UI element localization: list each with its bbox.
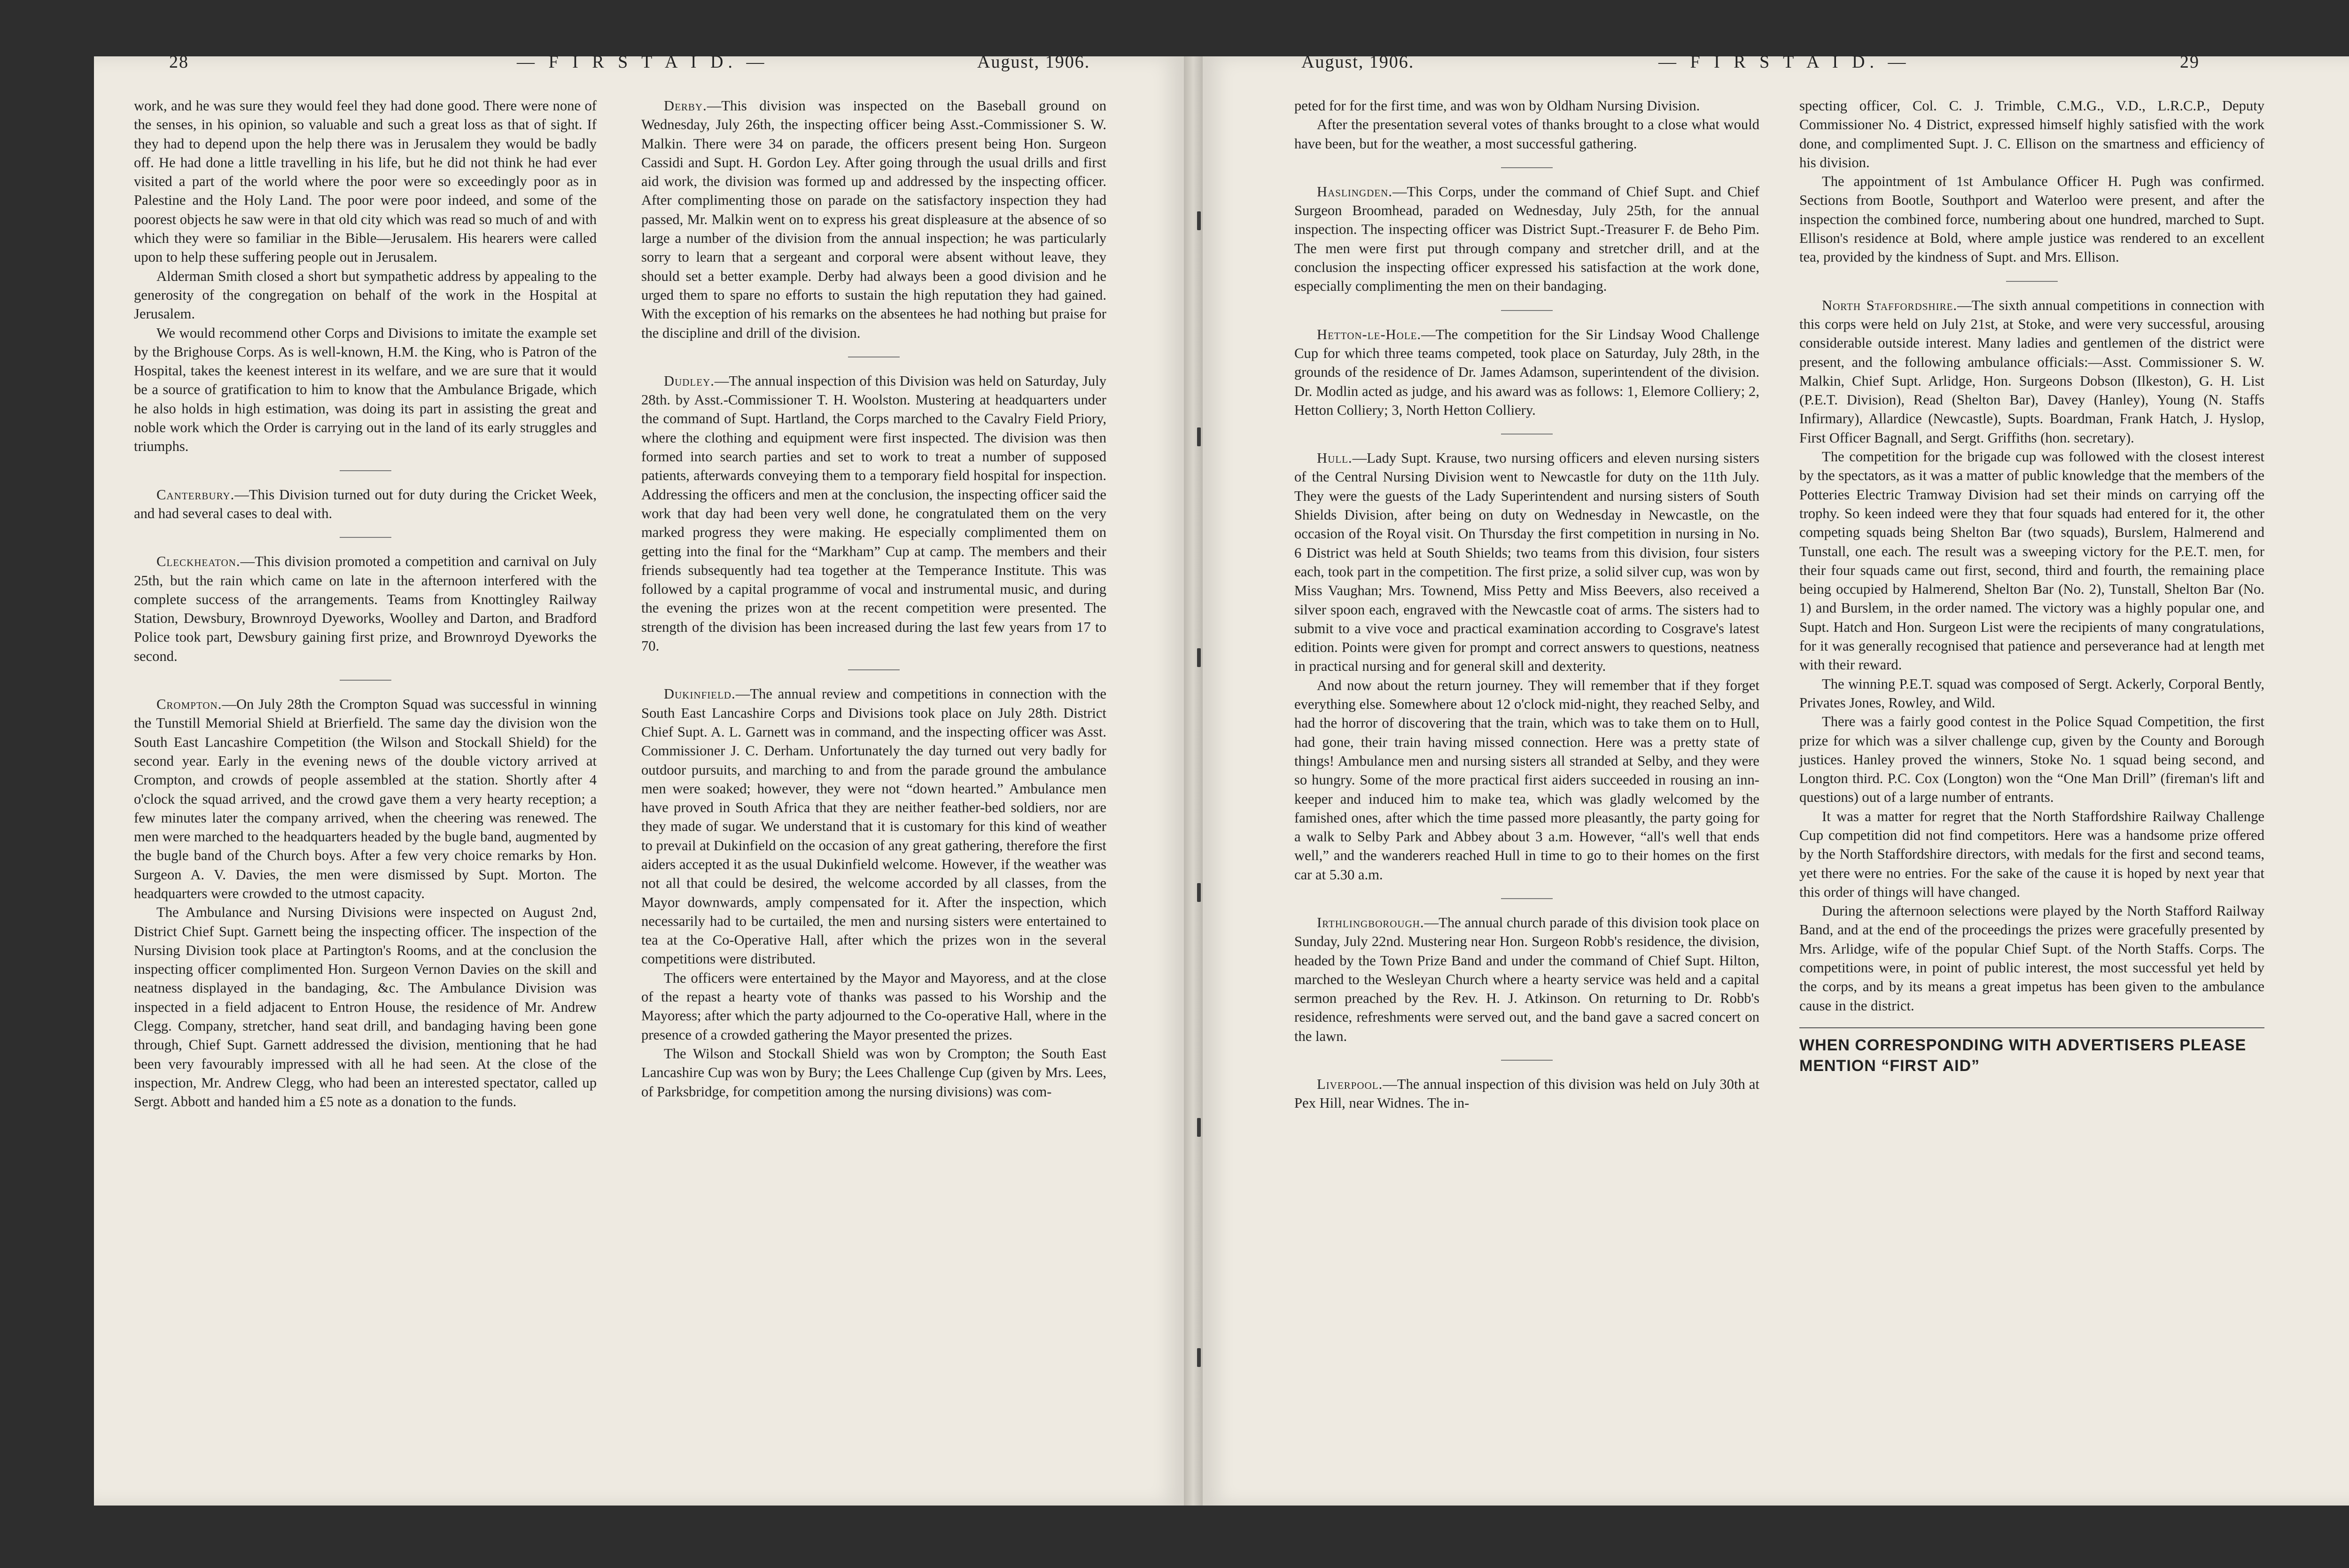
paragraph-text: —This division was inspected on the Baseball ground on Wednesday, July 26th, the inspecting officer being Asst.-Commissioner S. W. Malkin. There were 34 on parade, the officers present being Hon. Surgeon Cassidi and Supt. H. Gordon Ley. After going through the usual drills and first aid work, the division was formed up and addressed by the inspecting officer. After complimenting those on parade on the satisfactory inspection they had passed, Mr. Malkin went on to express his great displeasure at the absence of so large a number of the division from the annual inspection; he was particularly sorry to learn that a sergeant and corporal were absent without leave, they should set a better example. Derby had always been a good division and he urged them to spare no efforts to sustain the high reputation they had gained. With the exception of his remarks on the absentees he had nothing but praise for the discipline and drill of the division. — [641, 98, 1106, 341]
section-divider — [1501, 1060, 1553, 1061]
paragraph-text: —The annual church parade of this division took place on Sunday, July 22nd. Mustering near Hon. Surgeon Robb's residence, the division, headed by the Town Prize Band and under the command of Chief Supt. Hilton, marched to the Wesleyan Church where a hearty service was held and a capital sermon preached by the Rev. H. J. Atkinson. On returning to Dr. Robb's residence, refreshments were served out, and the band gave a sacred concert on the lawn. — [1294, 914, 1759, 1044]
paragraph-text: —The annual review and competitions in connection with the South East Lancashire Corps and Divisions took place on July 28th. District Chief Supt. A. L. Garnett was in command, and the inspecting officer was Asst. Commissioner J. C. Derham. Unfortunately the day turned out very badly for outdoor pursuits, and marching to and from the parade ground the ambulance men were soaked; however, they were not “down hearted.” Ambulance men have proved in South Africa that they are neither feather-bed soldiers, nor are they made of sugar. We understand that it is customary for this kind of weather to prevail at Dukinfield on the occasion of any great gathering, therefore the first aiders accepted it as the usual Dukinfield welcome. However, if the weather was not all that could be desired, the welcome accorded by all classes, from the Mayor downwards, amply compensated for it. After the inspection, which necessarily had to be curtailed, the men and nursing sisters were entertained to tea at the Co-Operative Hall, after which the prizes won in the several competitions were distributed. — [641, 686, 1106, 967]
paragraph-text: —The sixth annual competitions in connection with this corps were held on July 21st, at Stoke, and were very successful, arousing considerable outside interest. Many ladies and gentlemen of the district were present, and the following ambulance officials:—Asst. Commissioner S. W. Malkin, Chief Supt. Arlidge, Hon. Surgeons Dobson (Ilkeston), G. H. List (P.E.T. Division), Read (Shelton Bar), Davey (Hanley), Young (N. Staffs Infirmary), Allardice (Newcastle), Supts. Boardman, Frank Hatch, J. Hyslop, First Officer Bagnall, and Sergt. Griffiths (hon. secretary). — [1799, 297, 2264, 446]
article-paragraph — [1799, 296, 2264, 447]
paragraph-text: During the afternoon selections were played by the North Stafford Railway Band, and at the end of the proceedings the prizes were gracefully presented by Mrs. Arlidge, wife of the popular Chief Supt. of the North Staffs. Corps. The competitions were, in point of public interest, the most successful yet held by the corps, and by its means a great impetus has been given to the ambulance cause in the district. — [1799, 903, 2264, 1014]
article-paragraph — [641, 684, 1106, 968]
paragraph-text: specting officer, Col. C. J. Trimble, C.M.G., V.D., L.R.C.P., Deputy Commissioner No. 4 District, expressed himself highly satisfied with the work done, and complimented Supt. J. C. Ellison on the smartness and efficiency of his division. — [1799, 98, 2264, 171]
article-paragraph — [134, 267, 597, 324]
division-heading: Cleckheaton. — [156, 553, 241, 570]
article-paragraph — [134, 485, 597, 523]
article-paragraph — [1294, 676, 1759, 884]
paragraph-text: The officers were entertained by the Mayor and Mayoress, and at the close of the repast a hearty vote of thanks was passed to his Worship and the Mayoress; after which the party adjourned to the Co-operative Hall, where in the presence of a crowded gathering the Mayor presented the prizes. — [641, 970, 1106, 1043]
paragraph-text: The Ambulance and Nursing Divisions were inspected on August 2nd, District Chief Supt. Garnett being the inspecting officer. The inspection of the Nursing Division took place at Partington's Rooms, and at the conclusion the inspecting officer complimented Hon. Surgeon Vernon Davies on the skill and neatness displayed in the bandaging, &c. The Ambulance Division was inspected in a field adjacent to Entron House, the residence of Mr. Andrew Clegg. Company, stretcher, hand seat drill, and bandaging having been gone through, Chief Supt. Garnett addressed the division, mentioning that he had been very favourably impressed with all he had seen. At the close of the inspection, Mr. Andrew Clegg, who had been an interested spectator, called up Sergt. Abbott and handed him a £5 note as a donation to the funds. — [134, 904, 597, 1110]
issue-date: August, 1906. — [1301, 52, 1415, 72]
paragraph-text: The competition for the brigade cup was followed with the closest interest by the spectators, as it was a matter of public knowledge that the members of the Potteries Electric Tramway Division had set their minds on carrying off the trophy. So keen indeed were they that four squads had entered for it, the other competing squads being Shelton Bar (two squads), Burslem, Halmerend and Tunstall, one each. The result was a sweeping victory for the P.E.T. men, for their four squads came out first, second, third and fourth, the remaining place being occupied by Halmerend, Shelton Bar (No. 2), Tunstall, Shelton Bar (No. 1) and Burslem, in the order named. The victory was a highly popular one, and Supt. Hatch and Hon. Surgeon List were the recipients of many congratulations, for it was generally recognised that patience and perseverance had at length met with their reward. — [1799, 449, 2264, 673]
article-paragraph — [1294, 115, 1759, 153]
article-paragraph — [1294, 449, 1759, 676]
binding-stitch — [1197, 648, 1201, 667]
running-title: — F I R S T A I D. — — [517, 52, 769, 72]
article-paragraph — [1799, 96, 2264, 172]
paragraph-text: The appointment of 1st Ambulance Officer H. Pugh was confirmed. Sections from Bootle, Southport and Waterloo were present, and after the inspection the combined force, numbering about one hundred, marched to Supt. Ellison's residence at Bold, where ample justice was rendered to an excellent tea, provided by the kindness of Supt. and Mrs. Ellison. — [1799, 173, 2264, 265]
paragraph-text: peted for for the first time, and was won by Oldham Nursing Division. — [1294, 98, 1700, 114]
section-divider — [1501, 898, 1553, 899]
paragraph-text: —This Division turned out for duty during the Cricket Week, and had several cases to deal with. — [134, 486, 597, 521]
article-paragraph — [1799, 901, 2264, 1015]
section-divider — [340, 470, 391, 471]
text-column-1 — [134, 96, 597, 1111]
binding-stitch — [1197, 883, 1201, 902]
section-divider — [848, 669, 900, 670]
article-paragraph — [134, 96, 597, 267]
article-paragraph — [641, 1044, 1106, 1101]
paragraph-text: After the presentation several votes of thanks brought to a close what would have been, but for the weather, a most successful gathering. — [1294, 116, 1759, 152]
article-paragraph — [1799, 447, 2264, 675]
division-heading: North Staffordshire. — [1822, 297, 1958, 313]
advertiser-notice: WHEN CORRESPONDING WITH ADVERTISERS PLEASE MENTION “FIRST AID” — [1799, 1027, 2264, 1076]
article-paragraph — [641, 969, 1106, 1044]
section-divider — [340, 680, 391, 681]
article-paragraph — [1799, 712, 2264, 807]
paragraph-text: There was a fairly good contest in the Police Squad Competition, the first prize for which was a silver challenge cup, given by the County and Borough justices. Hanley proved the winners, Stoke No. 1 squad being second, and Longton third. P.C. Cox (Longton) won the “One Man Drill” (fireman's lift and questions) out of a large number of entrants. — [1799, 714, 2264, 806]
paragraph-text: —The competition for the Sir Lindsay Wood Challenge Cup for which three teams competed, took place on Saturday, July 28th, in the grounds of the residence of Dr. James Adamson, superintendent of the division. Dr. Modlin acted as judge, and his award was as follows: 1, Elemore Colliery; 2, Hetton Colliery; 3, North Hetton Colliery. — [1294, 326, 1759, 418]
binding-stitch — [1197, 1348, 1201, 1367]
paragraph-text: We would recommend other Corps and Divisions to imitate the example set by the Brighouse Corps. As is well-known, H.M. the King, who is Patron of the Hospital, takes the keenest interest in its welfare, and we are sure that it would be a source of gratification to him to know that the Ambulance Brigade, which he also holds in high estimation, was doing its part in assisting the great and noble work which the Order is carrying out in the land of its early struggles and triumphs. — [134, 325, 597, 455]
binding-stitch — [1197, 1118, 1201, 1137]
binding-stitch — [1197, 211, 1201, 230]
running-title: — F I R S T A I D. — — [1658, 52, 1911, 72]
article-paragraph — [1799, 172, 2264, 266]
right-page-header — [1203, 52, 2349, 85]
article-paragraph — [641, 96, 1106, 342]
binding-gutter — [1184, 56, 1203, 1506]
paragraph-text: It was a matter for regret that the North Staffordshire Railway Challenge Cup competition did not find competitors. Here was a handsome prize offered by the North Staffordshire directors, with medals for the first and second teams, yet there were no entries. For the sake of the cause it is hoped by next year that this order of things will have changed. — [1799, 808, 2264, 900]
article-paragraph — [1294, 1075, 1759, 1113]
division-heading: Haslingden. — [1317, 183, 1392, 200]
article-paragraph — [1294, 182, 1759, 296]
division-heading: Irthlingborough. — [1317, 914, 1424, 931]
article-paragraph — [1294, 325, 1759, 419]
paragraph-text: —The annual inspection of this division was held on July 30th at Pex Hill, near Widnes. The in- — [1294, 1076, 1759, 1111]
paragraph-text: work, and he was sure they would feel they had done good. There were none of the senses, in his opinion, so valuable and such a great loss as that of sight. If they had to depend upon the help there was in Jerusalem they would be badly off. He had done a little travelling in his life, but he did not think he had ever visited a part of the world where the poor were so exceedingly poor as in Palestine and the Holy Land. The poor were poor indeed, and some of the poorest objects he saw were in that old city which was read so much of and with which they were so familiar in the Bible—Jerusalem. His hearers were called upon to help these suffering people out in Jerusalem. — [134, 98, 597, 265]
article-paragraph — [1294, 96, 1759, 115]
division-heading: Hetton-le-Hole. — [1317, 326, 1422, 342]
paragraph-text: The Wilson and Stockall Shield was won by Crompton; the South East Lancashire Cup was won by Bury; the Lees Challenge Cup (given by Mrs. Lees, of Parksbridge, for competition among the nursing divisions) was com- — [641, 1045, 1106, 1100]
division-heading: Dukinfield. — [664, 686, 736, 702]
paragraph-text: —Lady Supt. Krause, two nursing officers and eleven nursing sisters of the Central Nursing Division went to Newcastle for duty on the 11th July. They were the guests of the Lady Superintendent and nursing sisters of South Shields Division, after being on duty on Wednesday in Newcastle, on the occasion of the Royal visit. On Thursday the first competition in nursing in No. 6 District was held at South Shields; two teams from this division, four sisters each, took part in the competition. The first prize, a solid silver cup, was won by Miss Vaughan; Mrs. Townend, Miss Petty and Miss Beevers, also received a silver spoon each, engraved with the Newcastle coat of arms. The sisters had to submit to a vive voce and practical examination according to Cosgrave's latest edition. Points were given for prompt and correct answers to questions, neatness in practical nursing and for general skill and dexterity. — [1294, 450, 1759, 675]
division-heading: Hull. — [1317, 450, 1353, 466]
article-paragraph — [134, 324, 597, 456]
paragraph-text: —On July 28th the Crompton Squad was successful in winning the Tunstill Memorial Shield at Brierfield. The same day the division won the South East Lancashire Competition (the Wilson and Stockall Shield) for the second year. Early in the evening news of the double victory arrived at Crompton, and crowds of people assembled at the station. Shortly after 4 o'clock the squad arrived, and the crowd gave them a very hearty reception; a few minutes later the company arrived, when the cheering was renewed. The men were marched to the headquarters headed by the bugle band, augmented by the bugle band of the Church boys. After a few very choice remarks by Hon. Surgeon A. V. Davies, the men were dismissed by Supt. Morton. The headquarters were crowded to the utmost capacity. — [134, 696, 597, 901]
article-paragraph — [1799, 807, 2264, 901]
page-number: 29 — [2180, 52, 2200, 72]
article-paragraph — [641, 372, 1106, 655]
division-heading: Canterbury. — [156, 486, 235, 503]
section-divider — [2006, 281, 2058, 282]
text-column-3 — [1294, 96, 1759, 1113]
division-heading: Liverpool. — [1317, 1076, 1383, 1093]
article-paragraph — [1799, 675, 2264, 713]
section-divider — [1501, 310, 1553, 311]
paragraph-text: And now about the return journey. They will remember that if they forget everything else. Somewhere about 12 o'clock mid-night, they reached Selby, and had the horror of discovering that the train, which was to take them on to Hull, had gone, their train having missed connection. Here was a pretty state of things! Ambulance men and nursing sisters all stranded at Selby, and they were so hungry. Some of the more practical first aiders succeeded in rousing an inn-keeper and induced him to make tea, which was gladly welcomed by the famished ones, after which the time passed more pleasantly, the party going for a walk to Selby Park and Abbey about 3 a.m. However, “all's well that ends well,” and the wanderers reached Hull in time to go to their homes on the first car at 5.30 a.m. — [1294, 677, 1759, 883]
division-heading: Derby. — [664, 98, 707, 114]
text-column-4 — [1799, 96, 2264, 1076]
section-divider — [1501, 167, 1553, 168]
article-paragraph — [134, 695, 597, 903]
article-paragraph — [134, 903, 597, 1111]
paragraph-text: —This division promoted a competition and carnival on July 25th, but the rain which came on late in the afternoon interfered with the complete success of the arrangements. Teams from Knottingley Railway Station, Dewsbury, Brownroyd Dyeworks, Woolley and Darton, and Bradford Police took part, Dewsbury gaining first prize, and Brownroyd Dyeworks the second. — [134, 553, 597, 664]
section-divider — [340, 537, 391, 538]
paragraph-text: The winning P.E.T. squad was composed of Sergt. Ackerly, Corporal Bently, Privates Jones, Rowley, and Wild. — [1799, 675, 2264, 711]
article-paragraph — [1294, 913, 1759, 1046]
text-column-2 — [641, 96, 1106, 1101]
paragraph-text: —This Corps, under the command of Chief Supt. and Chief Surgeon Broomhead, paraded on Wednesday, July 25th, for the annual inspection. The inspecting officer was District Supt.-Treasurer F. de Beho Pim. The men were first put through company and stretcher drill, and at the conclusion the inspecting officer expressed his satisfaction at the work done, especially complimenting the men on their bandaging. — [1294, 183, 1759, 295]
article-paragraph — [134, 552, 597, 666]
binding-stitch — [1197, 427, 1201, 446]
division-heading: Dudley. — [664, 373, 715, 389]
left-page-header — [94, 52, 1184, 85]
section-divider — [1501, 434, 1553, 435]
division-heading: Crompton. — [156, 696, 222, 713]
paragraph-text: —The annual inspection of this Division was held on Saturday, July 28th. by Asst.-Commissioner T. H. Woolston. Mustering at headquarters under the command of Supt. Hartland, the Corps marched to the Cavalry Field Priory, where the clothing and equipment were first inspected. The division was then formed into search parties and set to work to treat a number of supposed patients, afterwards conveying them to a temporary field hospital for inspection. Addressing the officers and men at the conclusion, the inspecting officer said the work that day had been very well done, he congratulated them on the very marked progress they were making. He especially complimented them on getting into the final for the “Markham” Cup at camp. The members and their friends subsequently had tea together at the Temperance Institute. This was followed by a capital programme of vocal and instrumental music, and during the evening the prizes won at the recent competition were presented. The strength of the division has been increased during the last few years from 17 to 70. — [641, 373, 1106, 654]
paragraph-text: Alderman Smith closed a short but sympathetic address by appealing to the generosity of the congregation on behalf of the work in the Hospital at Jerusalem. — [134, 268, 597, 322]
page-number: 28 — [169, 52, 189, 72]
issue-date: August, 1906. — [977, 52, 1090, 72]
